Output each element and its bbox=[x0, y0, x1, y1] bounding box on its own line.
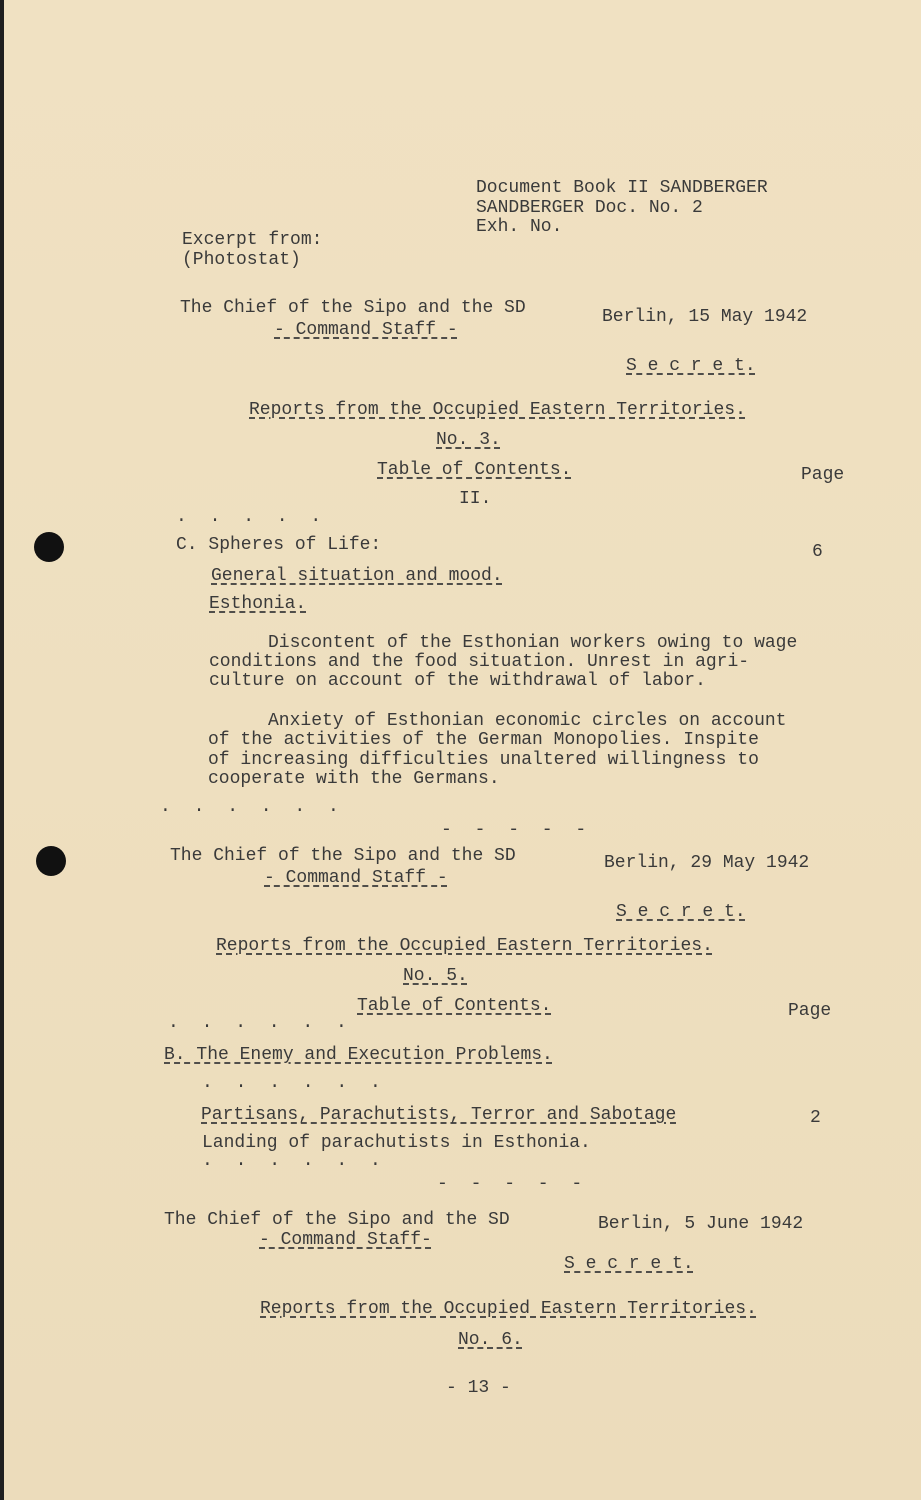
ellipsis-dots: . . . . . . bbox=[202, 1151, 387, 1171]
report-sender: The Chief of the Sipo and the SD bbox=[164, 1210, 510, 1230]
report-title: Reports from the Occupied Eastern Territories. bbox=[249, 400, 746, 420]
summary-paragraph-line: Discontent of the Esthonian workers owing to wage bbox=[268, 633, 798, 653]
report-date: Berlin, 29 May 1942 bbox=[604, 853, 810, 873]
photostat-label: (Photostat) bbox=[182, 250, 301, 270]
report-date: Berlin, 15 May 1942 bbox=[602, 307, 808, 327]
secret-stamp: S e c r e t. bbox=[626, 356, 756, 376]
ellipsis-dots: . . . . . . bbox=[168, 1013, 353, 1033]
summary-paragraph-line: Anxiety of Esthonian economic circles on account bbox=[268, 711, 787, 731]
summary-paragraph-line: culture on account of the withdrawal of labor. bbox=[209, 671, 706, 691]
toc-item-page: 6 bbox=[812, 542, 823, 562]
summary-paragraph-line: cooperate with the Germans. bbox=[208, 769, 500, 789]
ellipsis-dots: . . . . . bbox=[176, 507, 328, 527]
exhibit-number-line: Exh. No. bbox=[476, 217, 563, 237]
report-title: Reports from the Occupied Eastern Territories. bbox=[216, 936, 713, 956]
toc-subitem: Partisans, Parachutists, Terror and Sabotage bbox=[201, 1105, 677, 1125]
excerpt-label: Excerpt from: bbox=[182, 230, 323, 250]
toc-subitem: Esthonia. bbox=[209, 594, 307, 614]
report-sender: The Chief of the Sipo and the SD bbox=[170, 846, 516, 866]
command-staff: - Command Staff- bbox=[259, 1230, 432, 1250]
punch-hole-icon bbox=[36, 846, 66, 876]
report-sender: The Chief of the Sipo and the SD bbox=[180, 298, 526, 318]
report-number: No. 3. bbox=[436, 430, 501, 450]
part-numeral: II. bbox=[459, 489, 492, 509]
report-number: No. 6. bbox=[458, 1330, 523, 1350]
toc-subitem: General situation and mood. bbox=[211, 566, 503, 586]
section-separator: - - - - - bbox=[437, 1174, 589, 1194]
secret-stamp: S e c r e t. bbox=[564, 1254, 694, 1274]
report-number: No. 5. bbox=[403, 966, 468, 986]
document-number-line: SANDBERGER Doc. No. 2 bbox=[476, 198, 703, 218]
toc-item: B. The Enemy and Execution Problems. bbox=[164, 1045, 553, 1065]
table-of-contents-heading: Table of Contents. bbox=[357, 996, 552, 1016]
command-staff: - Command Staff - bbox=[264, 868, 448, 888]
ellipsis-dots: . . . . . . bbox=[202, 1073, 387, 1093]
toc-subitem: Landing of parachutists in Esthonia. bbox=[202, 1133, 591, 1153]
toc-subitem-page: 2 bbox=[810, 1108, 821, 1128]
page-column-label: Page bbox=[788, 1001, 832, 1021]
report-date: Berlin, 5 June 1942 bbox=[598, 1214, 804, 1234]
toc-item: C. Spheres of Life: bbox=[176, 535, 382, 555]
table-of-contents-heading: Table of Contents. bbox=[377, 460, 572, 480]
summary-paragraph-line: of the activities of the German Monopolies. Inspite bbox=[208, 730, 759, 750]
page-column-label: Page bbox=[801, 465, 845, 485]
page-number: - 13 - bbox=[446, 1378, 511, 1398]
summary-paragraph-line: of increasing difficulties unaltered willingness to bbox=[208, 750, 759, 770]
summary-paragraph-line: conditions and the food situation. Unrest in agri- bbox=[209, 652, 750, 672]
ellipsis-dots: . . . . . . bbox=[160, 797, 345, 817]
punch-hole-icon bbox=[34, 532, 64, 562]
section-separator: - - - - - bbox=[441, 820, 593, 840]
report-title: Reports from the Occupied Eastern Territories. bbox=[260, 1299, 757, 1319]
secret-stamp: S e c r e t. bbox=[616, 902, 746, 922]
document-book-line: Document Book II SANDBERGER bbox=[476, 178, 768, 198]
command-staff: - Command Staff - bbox=[274, 320, 458, 340]
